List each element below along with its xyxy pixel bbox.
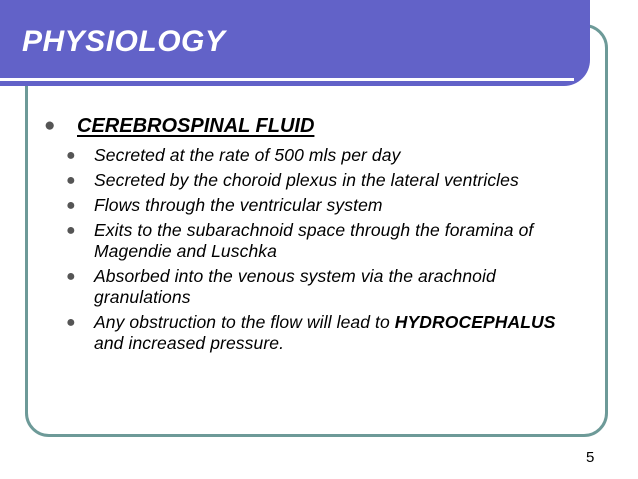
bullet-icon: ● <box>66 222 76 239</box>
obstruction-text: Any obstruction to the flow will lead to <box>94 312 390 332</box>
list-item <box>66 170 604 191</box>
main-bullet <box>44 113 604 139</box>
slide-title: PHYSIOLOGY <box>22 25 226 58</box>
title-banner <box>0 0 590 86</box>
list-item-text: Secreted at the rate of 500 mls per day <box>94 145 401 165</box>
title-underline <box>0 78 574 81</box>
bullet-icon: ● <box>66 314 76 331</box>
list-item <box>66 312 604 354</box>
list-item-text: Exits to the subarachnoid space through the foramina of Magendie and Luschka <box>94 220 534 261</box>
bullet-icon: ● <box>66 268 76 285</box>
slide-content <box>44 113 604 358</box>
list-item <box>66 195 604 216</box>
main-bullet-label: CEREBROSPINAL FLUID <box>77 115 315 137</box>
bullet-icon: ● <box>66 172 76 189</box>
list-item-text <box>94 312 564 354</box>
hydrocephalus-emphasis: HYDROCEPHALUS <box>394 312 556 332</box>
list-item <box>66 266 604 308</box>
bullet-icon: ● <box>66 147 76 164</box>
list-item-text: Secreted by the choroid plexus in the lateral ventricles <box>94 170 519 190</box>
sub-bullet-list <box>44 145 604 354</box>
pressure-text: and increased pressure. <box>94 333 285 353</box>
bullet-icon: ● <box>44 115 56 136</box>
bullet-icon: ● <box>66 197 76 214</box>
list-item <box>66 220 604 262</box>
list-item-text: Absorbed into the venous system via the arachnoid granulations <box>94 266 496 307</box>
page-number: 5 <box>586 449 595 466</box>
list-item-text: Flows through the ventricular system <box>94 195 383 215</box>
list-item <box>66 145 604 166</box>
